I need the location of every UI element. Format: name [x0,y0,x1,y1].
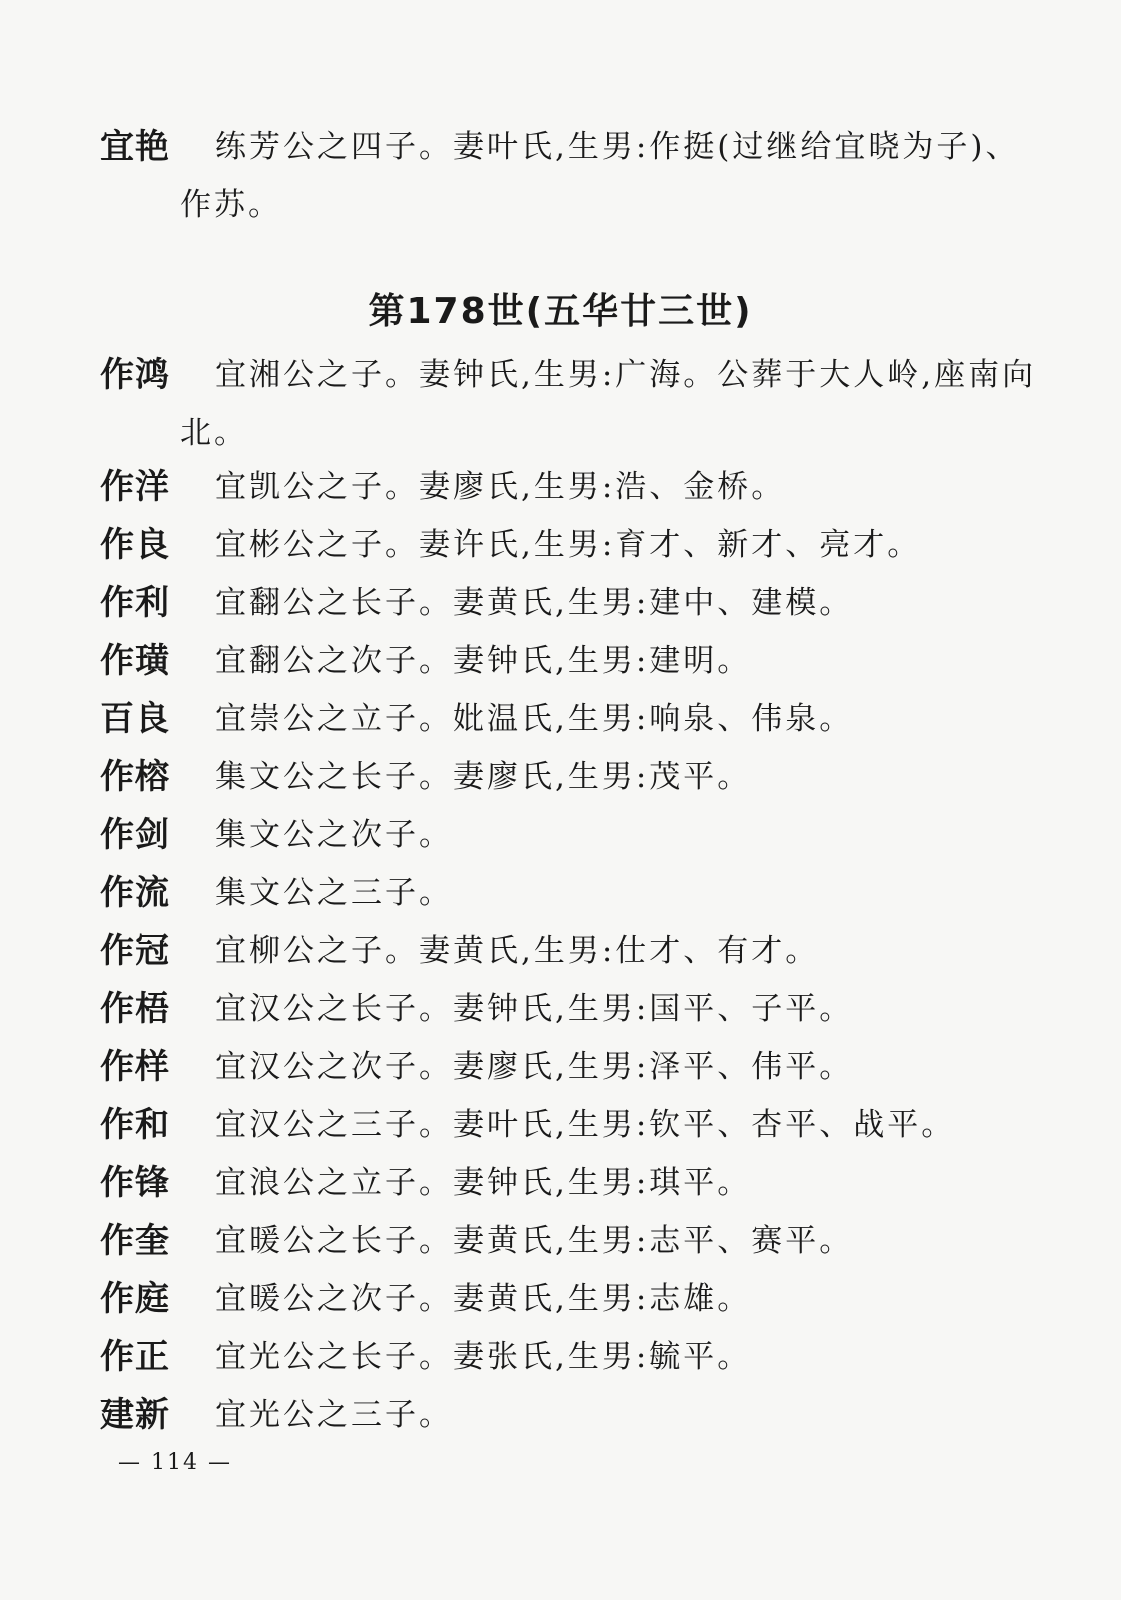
entry-name: 作良 [100,525,170,565]
entry [100,922,1040,980]
entry-name: 作奎 [100,1221,170,1261]
entry-name: 作利 [100,583,170,623]
entry-name: 作锋 [100,1163,170,1203]
entry-text: 宜暖公之长子。妻黄氏,生男:志平、赛平。 [215,1223,854,1259]
entry-name: 作璜 [100,641,170,681]
entry-name: 作梧 [100,989,170,1029]
entry [100,1038,1040,1096]
entry-text: 集文公之次子。 [215,817,453,853]
entry [100,806,1040,864]
entry-text: 宜凯公之子。妻廖氏,生男:浩、金桥。 [215,469,786,505]
entry-text: 集文公之长子。妻廖氏,生男:茂平。 [215,759,752,795]
entry-text: 宜彬公之子。妻许氏,生男:育才、新才、亮才。 [215,527,922,563]
entry-text: 集文公之三子。 [215,875,453,911]
entry-name: 作冠 [100,931,170,971]
entry-name: 作样 [100,1047,170,1087]
entry [100,864,1040,922]
entry-text: 宜翻公之长子。妻黄氏,生男:建中、建模。 [215,585,854,621]
generation-heading: 第178世(五华廿三世) [368,291,753,332]
entry [100,1096,1040,1154]
entry-name: 作和 [100,1105,170,1145]
entry [100,458,1040,516]
entry-text: 练芳公之四子。妻叶氏,生男:作挺(过继给宜晓为子)、作苏。 [180,129,1020,223]
entry-name: 作榕 [100,757,170,797]
entry-text: 宜崇公之立子。妣温氏,生男:响泉、伟泉。 [215,701,854,737]
page-number: — 114 — [118,1450,232,1475]
entry-text: 宜汉公之次子。妻廖氏,生男:泽平、伟平。 [215,1049,854,1085]
intro-entry [100,118,1040,234]
entry-name: 作鸿 [100,355,170,395]
entry-name: 作剑 [100,815,170,855]
entry-text: 宜汉公之长子。妻钟氏,生男:国平、子平。 [215,991,854,1027]
entry [100,346,1040,462]
entry-text: 宜柳公之子。妻黄氏,生男:仕才、有才。 [215,933,820,969]
entry-name: 作庭 [100,1279,170,1319]
entry [100,632,1040,690]
entry [100,1212,1040,1270]
entry-name: 百良 [100,699,170,739]
entry [100,748,1040,806]
entry-text: 宜光公之长子。妻张氏,生男:毓平。 [215,1339,752,1375]
entry [100,516,1040,574]
entry [100,574,1040,632]
entry-text: 宜湘公之子。妻钟氏,生男:广海。公葬于大人岭,座南向北。 [180,357,1037,451]
entry-text: 宜浪公之立子。妻钟氏,生男:琪平。 [215,1165,752,1201]
entry-name: 作流 [100,873,170,913]
entry-name: 宜艳 [100,127,170,167]
entry [100,690,1040,748]
entry-text: 宜光公之三子。 [215,1397,453,1433]
entry [100,1386,1040,1444]
entry-text: 宜翻公之次子。妻钟氏,生男:建明。 [215,643,752,679]
entry-name: 作洋 [100,467,170,507]
entry-text: 宜暖公之次子。妻黄氏,生男:志雄。 [215,1281,752,1317]
entry [100,1328,1040,1386]
entry-text: 宜汉公之三子。妻叶氏,生男:钦平、杏平、战平。 [215,1107,956,1143]
entry-name: 建新 [100,1395,170,1435]
entry [100,980,1040,1038]
entry [100,1270,1040,1328]
entry-name: 作正 [100,1337,170,1377]
entry [100,1154,1040,1212]
